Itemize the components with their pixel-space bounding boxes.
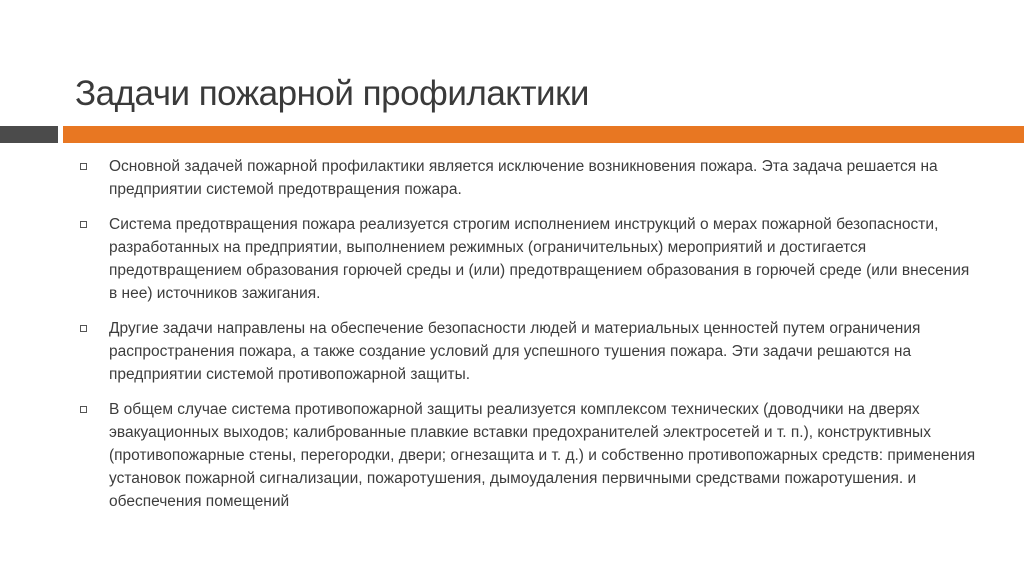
- hollow-square-bullet-icon: [80, 221, 87, 228]
- hollow-square-bullet-icon: [80, 325, 87, 332]
- bullet-list: [80, 155, 980, 525]
- title-underline-accent-bar: [63, 126, 1024, 143]
- hollow-square-bullet-icon: [80, 406, 87, 413]
- slide-title: Задачи пожарной профилактики: [75, 74, 589, 113]
- bullet-text: Другие задачи направлены на обеспечение безопасности людей и материальных ценностей путем ограничения распространения пожара, а также создание условий для успешного тушения пожара. Эти задачи решаются на предприятии системой противопожарной защиты.: [109, 320, 921, 383]
- bullet-text: В общем случае система противопожарной защиты реализуется комплексом технических (доводчики на дверях эвакуационных выходов; калиброванные плавкие вставки предохранителей электросетей и т. п.), конструктивных (противопожарные стены, перегородки, двери; огнезащита и т. д.) и собственно противопожарных средств: применения установок пожарной сигнализации, пожаротушения, дымоудаления первичными средствами пожаротушения. и обеспечения помещений: [109, 401, 976, 510]
- bullet-text: Основной задачей пожарной профилактики является исключение возникновения пожара. Эта задача решается на предприятии системой предотвращения пожара.: [109, 158, 938, 198]
- bullet-item: [80, 317, 980, 386]
- bullet-text: Система предотвращения пожара реализуется строгим исполнением инструкций о мерах пожарной безопасности, разработанных на предприятии, выполнением режимных (ограничительных) мероприятий и достигается предотвращением образования горючей среды и (или) предотвращением образования в горючей среде (или внесения в нее) источников зажигания.: [109, 216, 970, 302]
- bullet-item: [80, 155, 980, 201]
- bullet-item: [80, 398, 980, 513]
- hollow-square-bullet-icon: [80, 163, 87, 170]
- bullet-item: [80, 213, 980, 305]
- title-underline-dark-bar: [0, 126, 58, 143]
